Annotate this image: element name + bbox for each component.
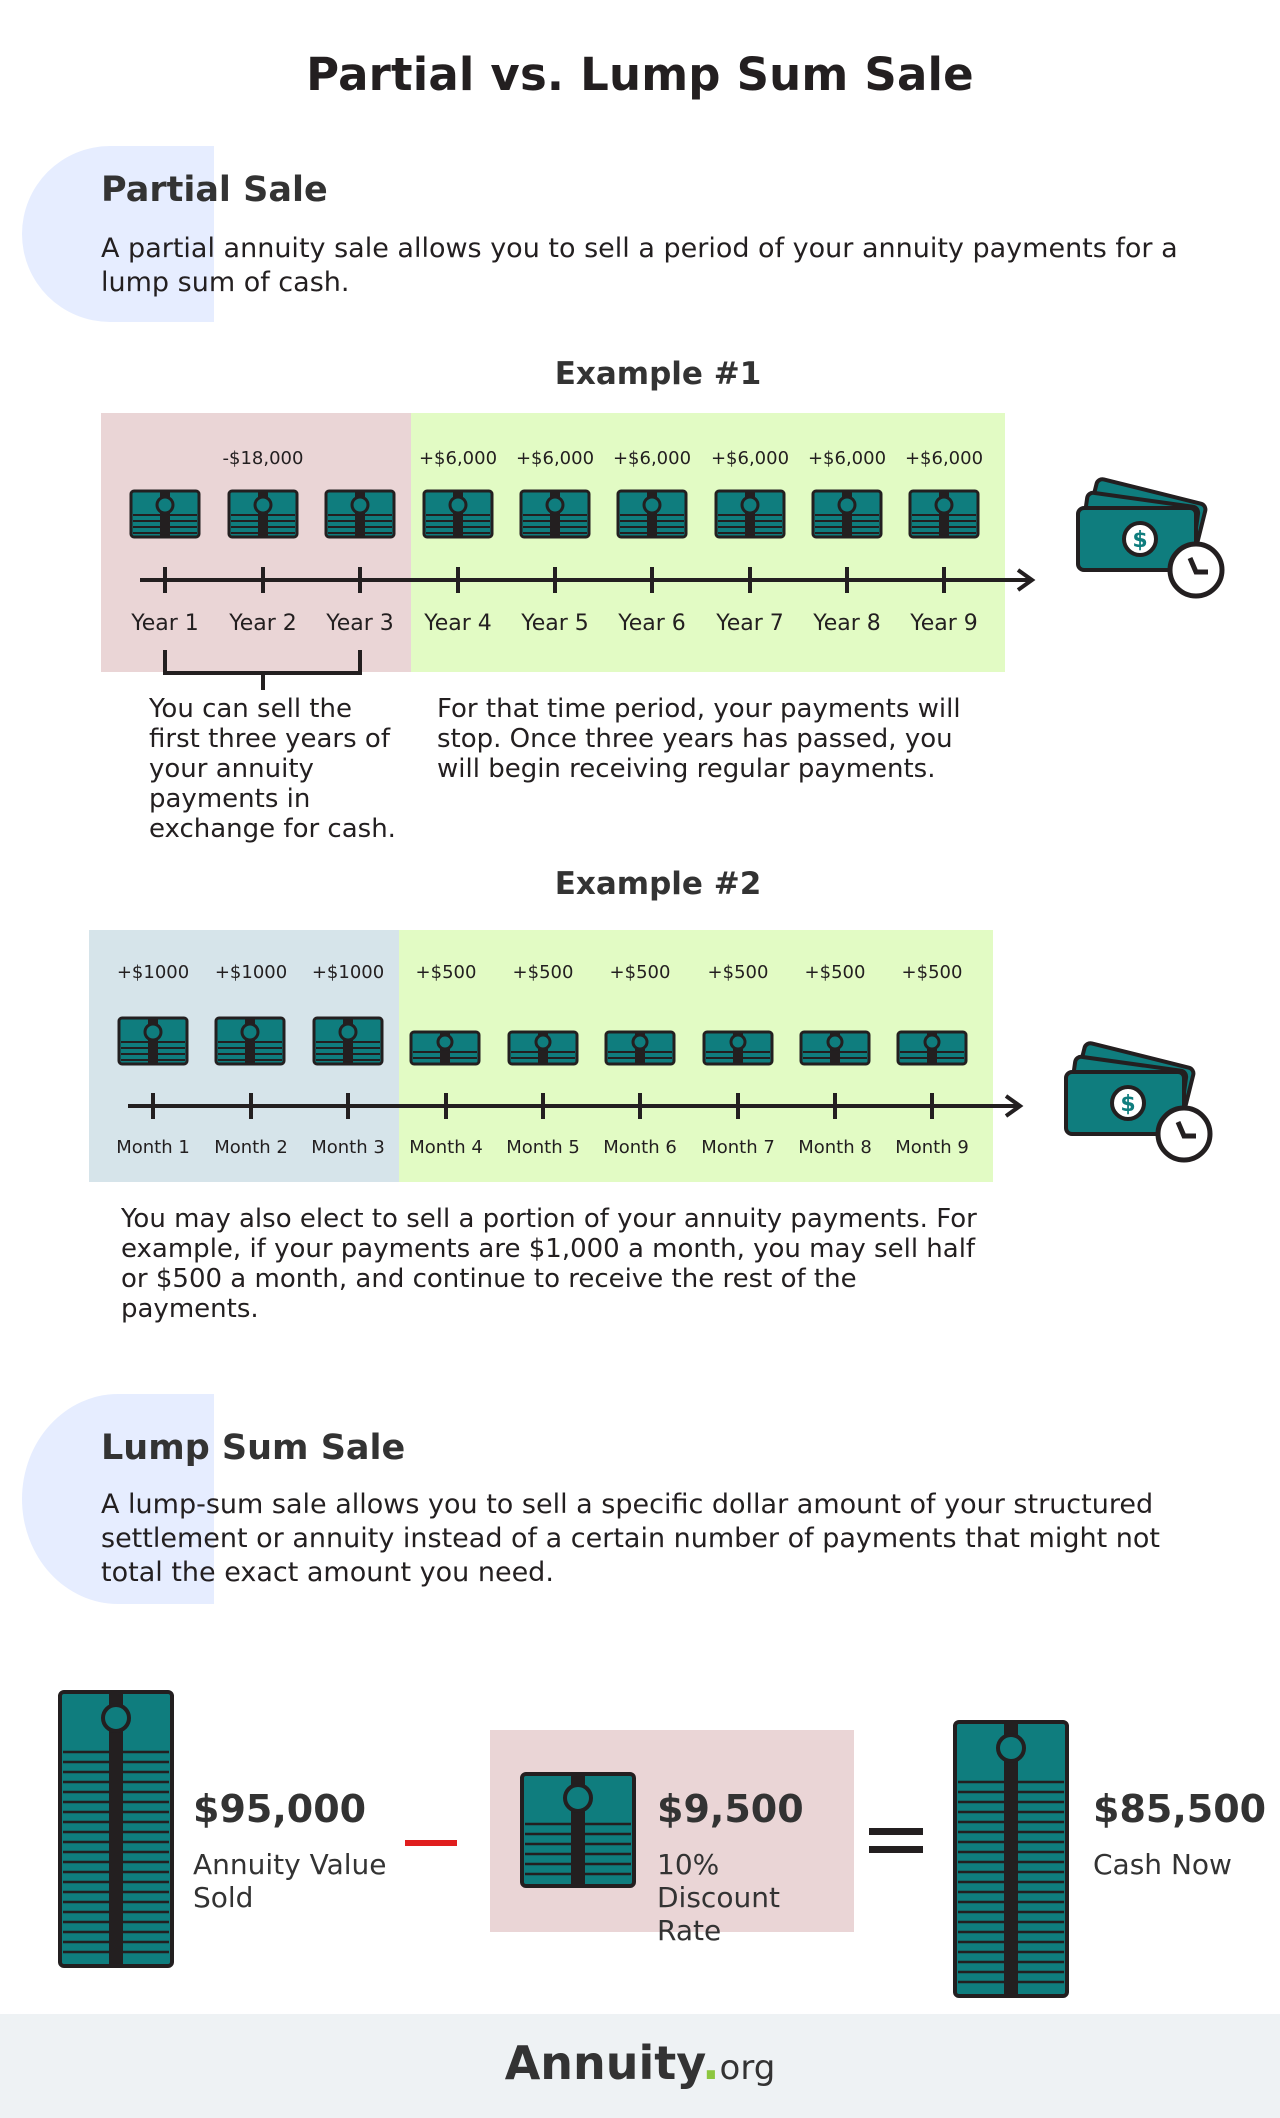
example2-note: You may also elect to sell a portion of your annuity payments. For example, if your payments are $1,000 a month, you may sell half or $500 a month, and continue to receive the rest of the payments. <box>121 1204 977 1324</box>
discount-amount: $9,500 <box>657 1787 804 1831</box>
example2-period-label: Month 6 <box>603 1137 677 1158</box>
example1-period-label: Year 2 <box>229 611 297 636</box>
page-title: Partial vs. Lump Sum Sale <box>306 48 974 101</box>
example1-period-label: Year 5 <box>521 611 589 636</box>
brand-logo[interactable] <box>0 2036 1280 2090</box>
example1-period-label: Year 3 <box>326 611 394 636</box>
example1-amount-label: +$6,000 <box>710 448 790 469</box>
cash-now-label: Cash Now <box>1093 1848 1232 1881</box>
example1-note-right: For that time period, your payments will stop. Once three years has passed, you will begin receiving regular payments. <box>437 694 961 784</box>
example2-period-label: Month 3 <box>311 1137 385 1158</box>
money-stack-icon <box>60 1692 172 1966</box>
example1-sold-amount: -$18,000 <box>222 448 304 469</box>
example1-heading: Example #1 <box>554 356 762 392</box>
example2-amount-label: +$1000 <box>214 962 288 983</box>
timeline-graphics: $ <box>0 0 1280 2118</box>
example1-period-label: Year 6 <box>618 611 686 636</box>
example2-amount-label: +$500 <box>609 962 671 983</box>
minus-sign-icon <box>405 1840 457 1846</box>
example2-amount-label: +$500 <box>512 962 574 983</box>
cash-now-amount: $85,500 <box>1093 1787 1267 1831</box>
example2-period-label: Month 5 <box>506 1137 580 1158</box>
brand-suffix: org <box>719 2048 776 2088</box>
example1-period-label: Year 1 <box>131 611 199 636</box>
example1-period-label: Year 7 <box>716 611 784 636</box>
annuity-value-label: Annuity Value Sold <box>193 1848 387 1914</box>
example1-amount-label: +$6,000 <box>515 448 595 469</box>
example2-period-label: Month 7 <box>701 1137 775 1158</box>
example2-amount-label: +$500 <box>415 962 477 983</box>
example1-period-label: Year 9 <box>910 611 978 636</box>
example1-amount-label: +$6,000 <box>418 448 498 469</box>
example1-amount-label: +$6,000 <box>807 448 887 469</box>
money-stack-icon <box>955 1722 1067 1996</box>
example1-note-left: You can sell the first three years of your annuity payments in exchange for cash. <box>149 694 396 844</box>
equals-sign-icon <box>869 1828 923 1835</box>
example2-period-label: Month 2 <box>214 1137 288 1158</box>
example2-period-label: Month 1 <box>116 1137 190 1158</box>
example2-amount-label: +$1000 <box>311 962 385 983</box>
money-stack-icon <box>522 1774 634 1886</box>
brand-name: Annuity <box>504 2036 703 2090</box>
example1-amount-label: +$6,000 <box>904 448 984 469</box>
discount-label: 10% Discount Rate <box>657 1848 780 1947</box>
example1-period-label: Year 8 <box>813 611 881 636</box>
example1-amount-label: +$6,000 <box>612 448 692 469</box>
example2-period-label: Month 4 <box>409 1137 483 1158</box>
example2-period-label: Month 8 <box>798 1137 872 1158</box>
example2-amount-label: +$500 <box>707 962 769 983</box>
partial-sale-description: A partial annuity sale allows you to sell a period of your annuity payments for a lump sum of cash. <box>101 233 1178 298</box>
example1-period-label: Year 4 <box>424 611 492 636</box>
example2-amount-label: +$1000 <box>116 962 190 983</box>
lump-sum-description: A lump-sum sale allows you to sell a specific dollar amount of your structured settlement or annuity instead of a certain number of payments that might not total the exact amount you need. <box>101 1489 1160 1588</box>
brand-dot: . <box>702 2036 720 2090</box>
example2-amount-label: +$500 <box>901 962 963 983</box>
lump-sum-heading: Lump Sum Sale <box>101 1428 406 1468</box>
example2-amount-label: +$500 <box>804 962 866 983</box>
example2-heading: Example #2 <box>554 866 762 902</box>
example2-period-label: Month 9 <box>895 1137 969 1158</box>
annuity-value-amount: $95,000 <box>193 1787 367 1831</box>
partial-sale-heading: Partial Sale <box>101 170 328 210</box>
